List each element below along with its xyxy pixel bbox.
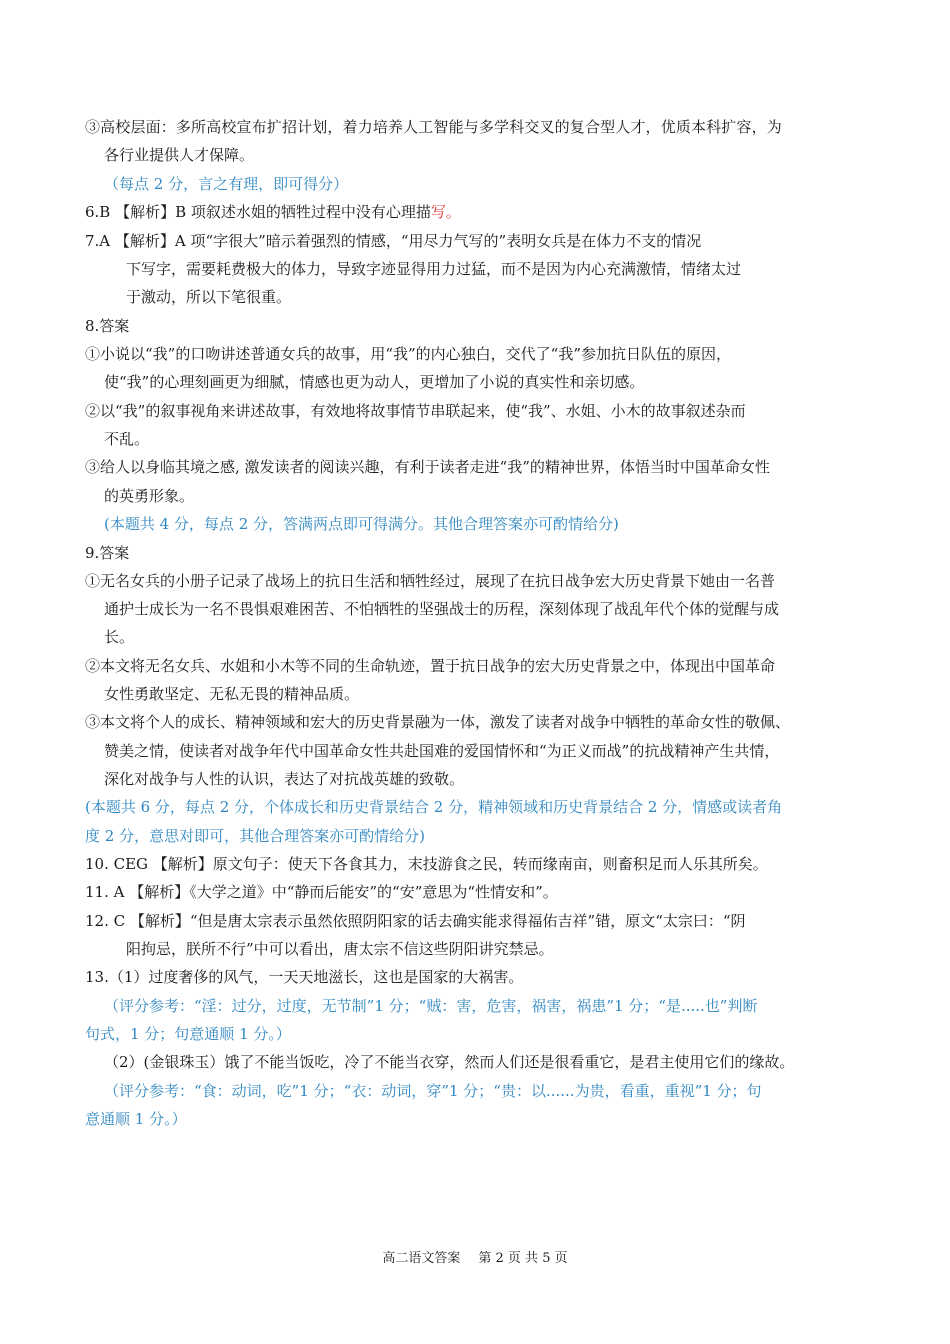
q7-line3: 于激动，所以下笔很重。 xyxy=(126,288,292,306)
q8-heading: 8.答案 xyxy=(85,317,130,335)
q9-score-line2: 度 2 分，意思对即可，其他合理答案亦可酌情给分) xyxy=(85,827,425,845)
q10-answer: 10. CEG 【解析】原文句子：使天下各食其力，末技游食之民，转而缘南亩，则畜积足而人乐其所矣。 xyxy=(85,855,768,873)
q6-answer xyxy=(85,202,461,222)
q7-line1: 7.A 【解析】A 项“字很大”暗示着强烈的情感，“用尽力气写的”表明女兵是在体力不支的情况 xyxy=(85,232,702,250)
q5-item3-line1: ③高校层面：多所高校宣布扩招计划，着力培养人工智能与多学科交叉的复合型人才，优质本科扩容，为 xyxy=(85,118,782,136)
q9-item1-line1: ①无名女兵的小册子记录了战场上的抗日生活和牺牲经过，展现了在抗日战争宏大历史背景下她由一名普 xyxy=(85,572,776,590)
q9-item1-line2: 通护士成长为一名不畏惧艰难困苦、不怕牺牲的坚强战士的历程，深刻体现了战乱年代个体的觉醒与成 xyxy=(104,600,780,618)
footer-doc-title: 高二语文答案 xyxy=(382,1251,461,1266)
q8-item2-line2: 不乱。 xyxy=(104,430,150,448)
q12-line1: 12. C 【解析】“但是唐太宗表示虽然依照阴阳家的话去确实能求得福佑吉祥”错，原文“太宗曰：“阴 xyxy=(85,912,746,930)
q7-line2: 下写字，需要耗费极大的体力，导致字迹显得用力过猛，而不是因为内心充满激情，情绪太过 xyxy=(126,260,742,278)
q8-item1-line1: ①小说以“我”的口吻讲述普通女兵的故事，用“我”的内心独白，交代了“我”参加抗日队伍的原因， xyxy=(85,345,732,363)
q9-item2-line2: 女性勇敢坚定、无私无畏的精神品质。 xyxy=(104,685,360,703)
q13-part1: 13.（1）过度奢侈的风气，一天天地滋长，这也是国家的大祸害。 xyxy=(85,968,524,986)
q13-part1-score-line1: （评分参考：“淫：过分，过度，无节制”1 分；“贼：害，危害，祸害，祸患”1 分；“是.....也”判断 xyxy=(104,997,758,1015)
q9-heading: 9.答案 xyxy=(85,544,130,562)
q8-item3-line2: 的英勇形象。 xyxy=(104,487,195,505)
q6-text: 6.B 【解析】B 项叙述水姐的牺牲过程中没有心理描 xyxy=(85,203,431,221)
q13-part2: （2）(金银珠玉）饿了不能当饭吃，冷了不能当衣穿，然而人们还是很看重它，是君主使用它们的缘故。 xyxy=(104,1053,795,1071)
q5-score-note: （每点 2 分，言之有理，即可得分） xyxy=(104,175,349,193)
q8-item2-line1: ②以“我”的叙事视角来讲述故事，有效地将故事情节串联起来，使“我”、水姐、小木的故事叙述杂而 xyxy=(85,402,746,420)
page-footer xyxy=(0,1250,950,1268)
q12-line2: 阳拘忌，朕所不行”中可以看出，唐太宗不信这些阴阳讲究禁忌。 xyxy=(126,940,554,958)
q9-item3-line3: 深化对战争与人性的认识，表达了对抗战英雄的致敬。 xyxy=(104,770,465,788)
q9-item1-line3: 长。 xyxy=(104,628,135,646)
q13-part1-score-line2: 句式，1 分；句意通顺 1 分。） xyxy=(85,1025,291,1043)
q8-item1-line2: 使“我”的心理刻画更为细腻，情感也更为动人，更增加了小说的真实性和亲切感。 xyxy=(104,373,645,391)
q9-item3-line2: 赞美之情，使读者对战争年代中国革命女性共赴国难的爱国情怀和“为正义而战”的抗战精神产生共情， xyxy=(104,742,780,760)
q9-item2-line1: ②本文将无名女兵、水姐和小木等不同的生命轨迹，置于抗日战争的宏大历史背景之中，体现出中国革命 xyxy=(85,657,776,675)
footer-page-info: 第 2 页 共 5 页 xyxy=(478,1251,568,1266)
q13-part2-score-line2: 意通顺 1 分。） xyxy=(85,1110,187,1128)
q11-answer: 11. A 【解析】《大学之道》中“静而后能安”的“安”意思为“性情安和”。 xyxy=(85,883,558,901)
q8-score-note: (本题共 4 分，每点 2 分，答满两点即可得满分。其他合理答案亦可酌情给分) xyxy=(104,515,619,533)
q13-part2-score-line1: （评分参考：“食：动词，吃”1 分；“衣：动词，穿”1 分；“贵：以......为贵，看重，重视”1 分；句 xyxy=(104,1082,762,1100)
q9-score-line1: (本题共 6 分，每点 2 分，个体成长和历史背景结合 2 分，精神领域和历史背景结合 2 分，情感或读者角 xyxy=(85,798,783,816)
q5-item3-line2: 各行业提供人才保障。 xyxy=(104,146,255,164)
q8-item3-line1: ③给人以身临其境之感, 激发读者的阅读兴趣，有利于读者走进“我”的精神世界，体悟当时中国革命女性 xyxy=(85,458,770,476)
q6-text-red: 写。 xyxy=(430,203,461,221)
q9-item3-line1: ③本文将个人的成长、精神领域和宏大的历史背景融为一体，激发了读者对战争中牺牲的革命女性的敬佩、 xyxy=(85,713,791,731)
